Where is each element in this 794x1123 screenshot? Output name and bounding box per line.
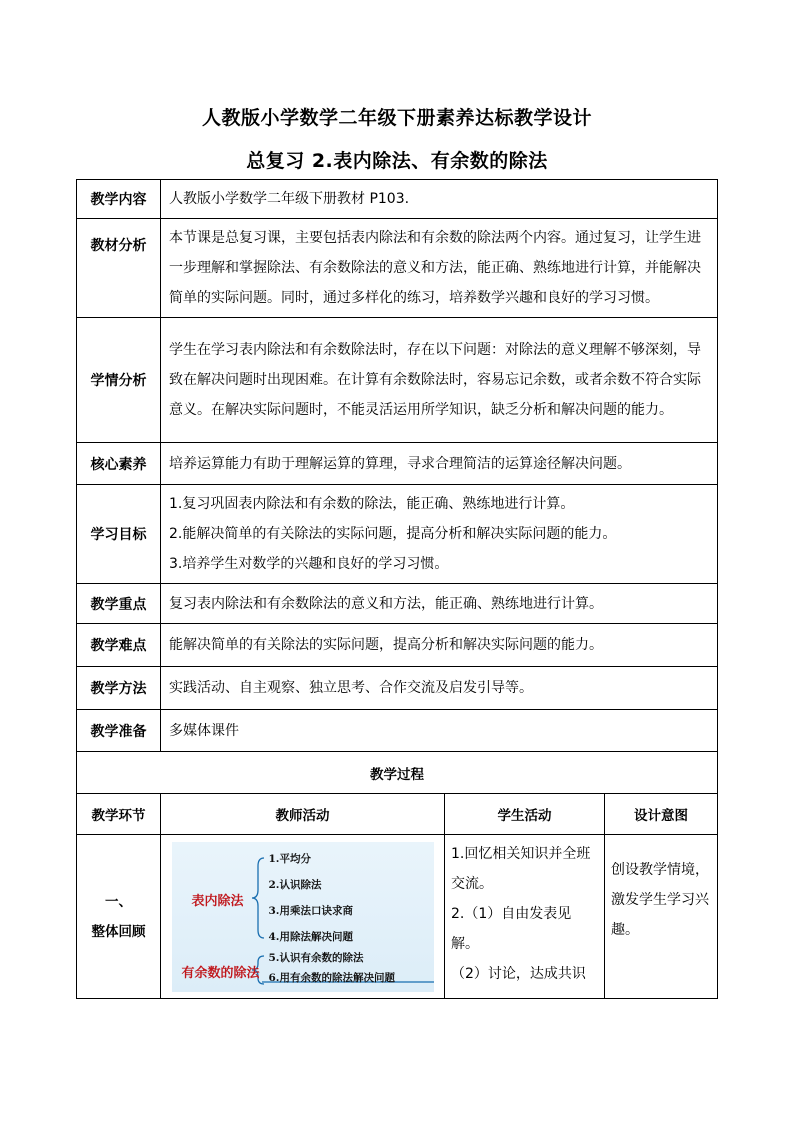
column-header: 教师活动: [161, 794, 445, 835]
row-stage-review: [77, 835, 718, 999]
row-label: 教学内容: [77, 180, 161, 219]
row-material-analysis: [77, 219, 718, 318]
row-content: 人教版小学数学二年级下册教材 P103.: [161, 180, 718, 219]
goal-item: 2.能解决简单的有关除法的实际问题，提高分析和解决实际问题的能力。: [169, 526, 617, 542]
group-label-remainder-division: 有余数的除法: [181, 965, 260, 981]
student-activity: [445, 835, 605, 999]
diagram-item: 3.用乘法口诀求商: [268, 904, 353, 917]
row-process-heading: [77, 752, 718, 794]
teacher-activity: [161, 835, 445, 999]
document-title: 人教版小学数学二年级下册素养达标教学设计: [201, 107, 592, 129]
row-label: 核心素养: [77, 443, 161, 485]
row-label: 学情分析: [77, 318, 161, 443]
row-content: 培养运算能力有助于理解运算的算理，寻求合理简洁的运算途径解决问题。: [161, 443, 718, 485]
column-header: 学生活动: [445, 794, 605, 835]
row-content: 实践活动、自主观察、独立思考、合作交流及启发引导等。: [161, 667, 718, 710]
document-subtitle: 总复习 2.表内除法、有余数的除法: [246, 150, 548, 172]
row-teaching-content: [77, 180, 718, 219]
row-label: 教学准备: [77, 710, 161, 752]
diagram-item: 2.认识除法: [268, 878, 322, 891]
goal-item: 3.培养学生对数学的兴趣和良好的学习习惯。: [169, 556, 449, 572]
student-step: 2.（1）自由发表见解。: [451, 906, 572, 952]
row-content: [161, 485, 718, 584]
student-step: 1.回忆相关知识并全班交流。: [451, 846, 591, 892]
row-content: 本节课是总复习课，主要包括表内除法和有余数的除法两个内容。通过复习，让学生进一步理解和掌握除法、有余数除法的意义和方法，能正确、熟练地进行计算，并能解决简单的实际问题。同时，通过多样化的练习，培养数学兴趣和良好的学习习惯。: [161, 219, 718, 318]
row-label: 学习目标: [77, 485, 161, 584]
row-process-columns: [77, 794, 718, 835]
row-learning-goals: [77, 485, 718, 584]
knowledge-diagram: [172, 842, 434, 992]
row-student-analysis: [77, 318, 718, 443]
diagram-item: 1.平均分: [268, 852, 311, 865]
stage-title: 整体回顾: [91, 923, 146, 940]
row-label: 教学难点: [77, 624, 161, 667]
column-header: 设计意图: [605, 794, 718, 835]
diagram-item: 6.用有余数的除法解决问题: [268, 971, 395, 984]
diagram-item: 4.用除法解决问题: [268, 930, 353, 943]
group-label-table-division: 表内除法: [191, 893, 244, 909]
row-label: 教学方法: [77, 667, 161, 710]
lesson-plan-table: [76, 179, 718, 999]
column-header: 教学环节: [77, 794, 161, 835]
design-intent: 创设教学情境，激发学生学习兴趣。: [605, 835, 718, 999]
student-step: （2）讨论，达成共识: [451, 966, 586, 982]
stage-number: 一、: [105, 893, 132, 910]
row-label: 教学重点: [77, 584, 161, 624]
row-preparation: [77, 710, 718, 752]
diagram-item: 5.认识有余数的除法: [268, 951, 364, 964]
row-content: 多媒体课件: [161, 710, 718, 752]
row-difficulties: [77, 624, 718, 667]
row-methods: [77, 667, 718, 710]
goal-item: 1.复习巩固表内除法和有余数的除法，能正确、熟练地进行计算。: [169, 496, 575, 512]
process-heading: 教学过程: [77, 752, 718, 794]
row-label: 教材分析: [77, 219, 161, 318]
row-content: 能解决简单的有关除法的实际问题，提高分析和解决实际问题的能力。: [161, 624, 718, 667]
row-core-literacy: [77, 443, 718, 485]
stage-label: [77, 835, 161, 999]
row-content: 复习表内除法和有余数除法的意义和方法，能正确、熟练地进行计算。: [161, 584, 718, 624]
row-content: 学生在学习表内除法和有余数除法时，存在以下问题：对除法的意义理解不够深刻，导致在解决问题时出现困难。在计算有余数除法时，容易忘记余数，或者余数不符合实际意义。在解决实际问题时，不能灵活运用所学知识，缺乏分析和解决问题的能力。: [161, 318, 718, 443]
row-key-points: [77, 584, 718, 624]
